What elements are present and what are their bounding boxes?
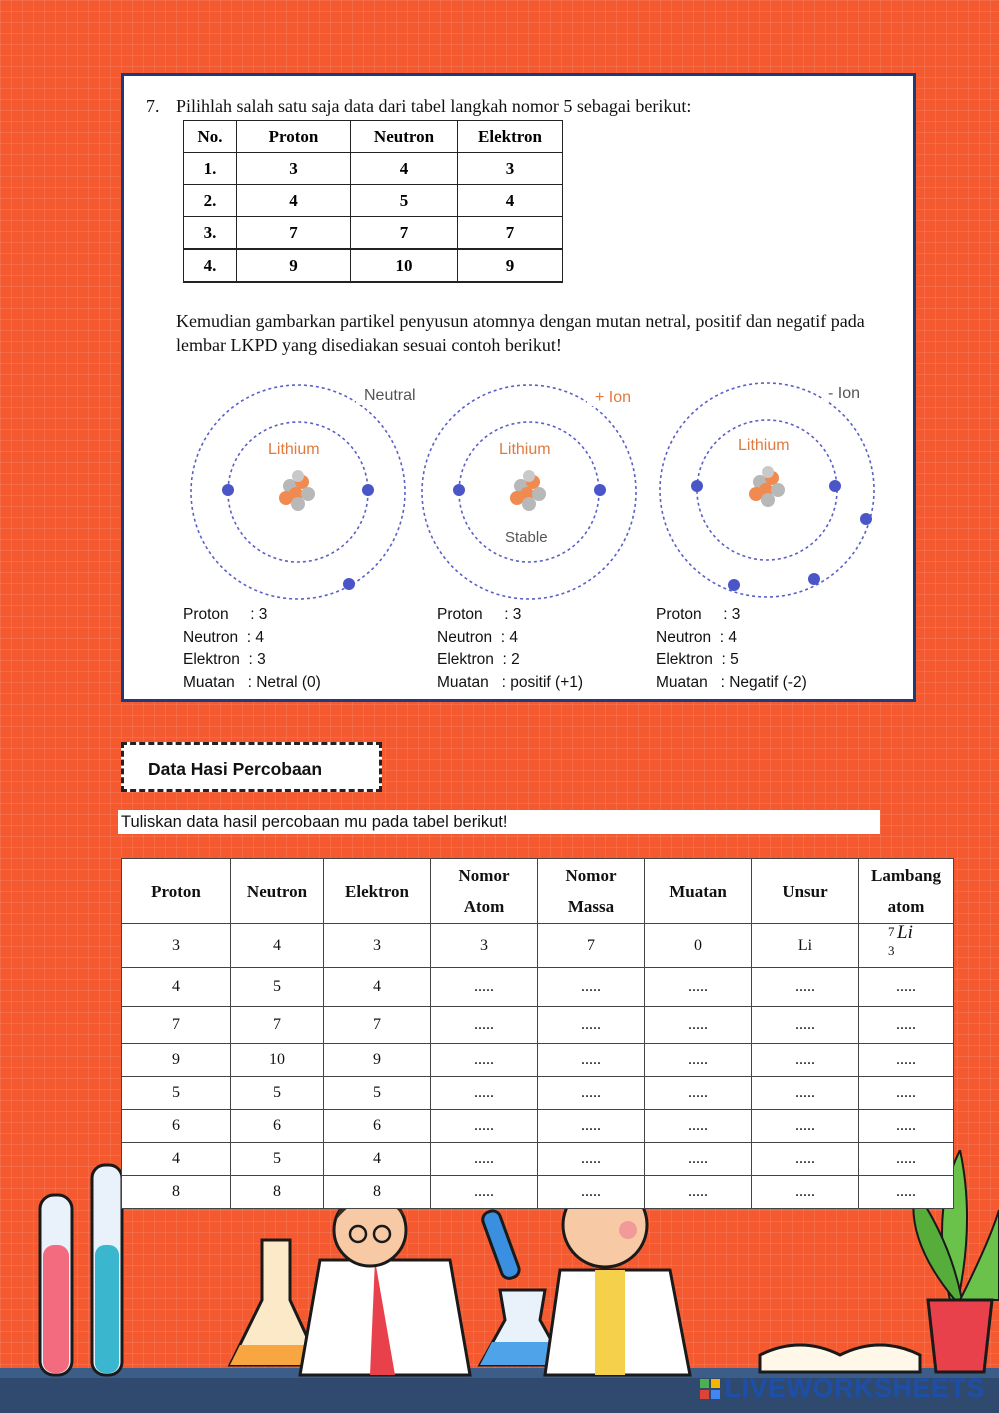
options-row: 4. 9 10 9 [184, 249, 563, 282]
electron-icon [343, 578, 355, 590]
neutral-atom-diagram [186, 376, 416, 604]
book-icon [760, 1345, 920, 1372]
liveworksheets-logo[interactable]: LIVEWORKSHEETS [700, 1373, 985, 1404]
options-row: 1. 3 4 3 [184, 153, 563, 185]
header-nomor-atom: Nomor Atom [431, 859, 538, 924]
table-row: 3 4 3 3 7 0 Li 7 3 Li [122, 924, 954, 968]
element-name: Lithium [738, 437, 790, 454]
stable-label: Stable [505, 529, 548, 546]
electron-icon [594, 484, 606, 496]
question-text: 7. Pilihlah salah satu saja data dari tabel langkah nomor 5 sebagai berikut: [146, 96, 692, 116]
electron-icon [362, 484, 374, 496]
test-tube-icon [40, 1195, 72, 1375]
nucleus-icon [749, 466, 785, 507]
table-row: 5 5 5 ..... ..... ..... ..... ..... [122, 1077, 954, 1110]
diagram-label: Neutral [364, 387, 416, 404]
nucleus-icon [279, 470, 315, 511]
electron-icon [691, 480, 703, 492]
table-row: 8 8 8 ..... ..... ..... ..... ..... [122, 1176, 954, 1209]
electron-icon [222, 484, 234, 496]
electron-icon [860, 513, 872, 525]
question-number: 7. [146, 96, 160, 116]
header-neutron: Neutron [231, 859, 324, 924]
header-proton: Proton [122, 859, 231, 924]
table-row: 4 5 4 ..... ..... ..... ..... ..... [122, 968, 954, 1007]
instruction-paragraph: Kemudian gambarkan partikel penyusun atomnya dengan mutan netral, positif dan negatif pada lembar LKPD yang disediakan sesuai contoh berikut! [176, 311, 865, 355]
scientist-character [300, 1194, 470, 1375]
nucleus-icon [510, 470, 546, 511]
table-row: 7 7 7 ..... ..... ..... ..... ..... [122, 1007, 954, 1044]
options-row: 2. 4 5 4 [184, 185, 563, 217]
header-lambang-atom: Lambang atom [859, 859, 954, 924]
electron-icon [728, 579, 740, 591]
element-name: Lithium [499, 441, 551, 458]
options-row: 3. 7 7 7 [184, 217, 563, 250]
electron-icon [829, 480, 841, 492]
liveworksheets-icon [700, 1379, 720, 1399]
header-nomor-massa: Nomor Massa [538, 859, 645, 924]
options-header: No. [184, 121, 237, 153]
options-header: Proton [237, 121, 351, 153]
diagram-label: + Ion [595, 389, 632, 406]
diagram-label: - Ion [828, 385, 861, 402]
options-header: Elektron [458, 121, 563, 153]
electron-icon [808, 573, 820, 585]
section-title: Data Hasi Percobaan [121, 742, 382, 792]
negative-ion-diagram [654, 374, 884, 602]
table-instruction: Tuliskan data hasil percobaan mu pada tabel berikut! [118, 810, 880, 834]
table-row: 9 10 9 ..... ..... ..... ..... ..... [122, 1044, 954, 1077]
test-tube-icon [92, 1165, 122, 1375]
atomic-symbol-cell [859, 924, 954, 968]
scientist-character [545, 1183, 690, 1375]
options-header: Neutron [351, 121, 458, 153]
header-unsur: Unsur [752, 859, 859, 924]
options-table [183, 120, 563, 283]
negative-caption: Proton : 3 Neutron : 4 Elektron : 5 Muatan : Negatif (-2) [656, 606, 807, 691]
table-row: 6 6 6 ..... ..... ..... ..... ..... [122, 1110, 954, 1143]
atomic-notation: 7 3 Li [888, 922, 913, 958]
question-panel [121, 73, 916, 702]
header-muatan: Muatan [645, 859, 752, 924]
neutral-caption: Proton : 3 Neutron : 4 Elektron : 3 Muatan : Netral (0) [183, 606, 321, 691]
positive-ion-diagram [419, 376, 649, 604]
results-header-row [122, 859, 954, 924]
electron-icon [453, 484, 465, 496]
header-elektron: Elektron [324, 859, 431, 924]
element-name: Lithium [268, 441, 320, 458]
table-row: 4 5 4 ..... ..... ..... ..... ..... [122, 1143, 954, 1176]
results-table [121, 858, 954, 1209]
positive-caption: Proton : 3 Neutron : 4 Elektron : 2 Muatan : positif (+1) [437, 606, 584, 691]
